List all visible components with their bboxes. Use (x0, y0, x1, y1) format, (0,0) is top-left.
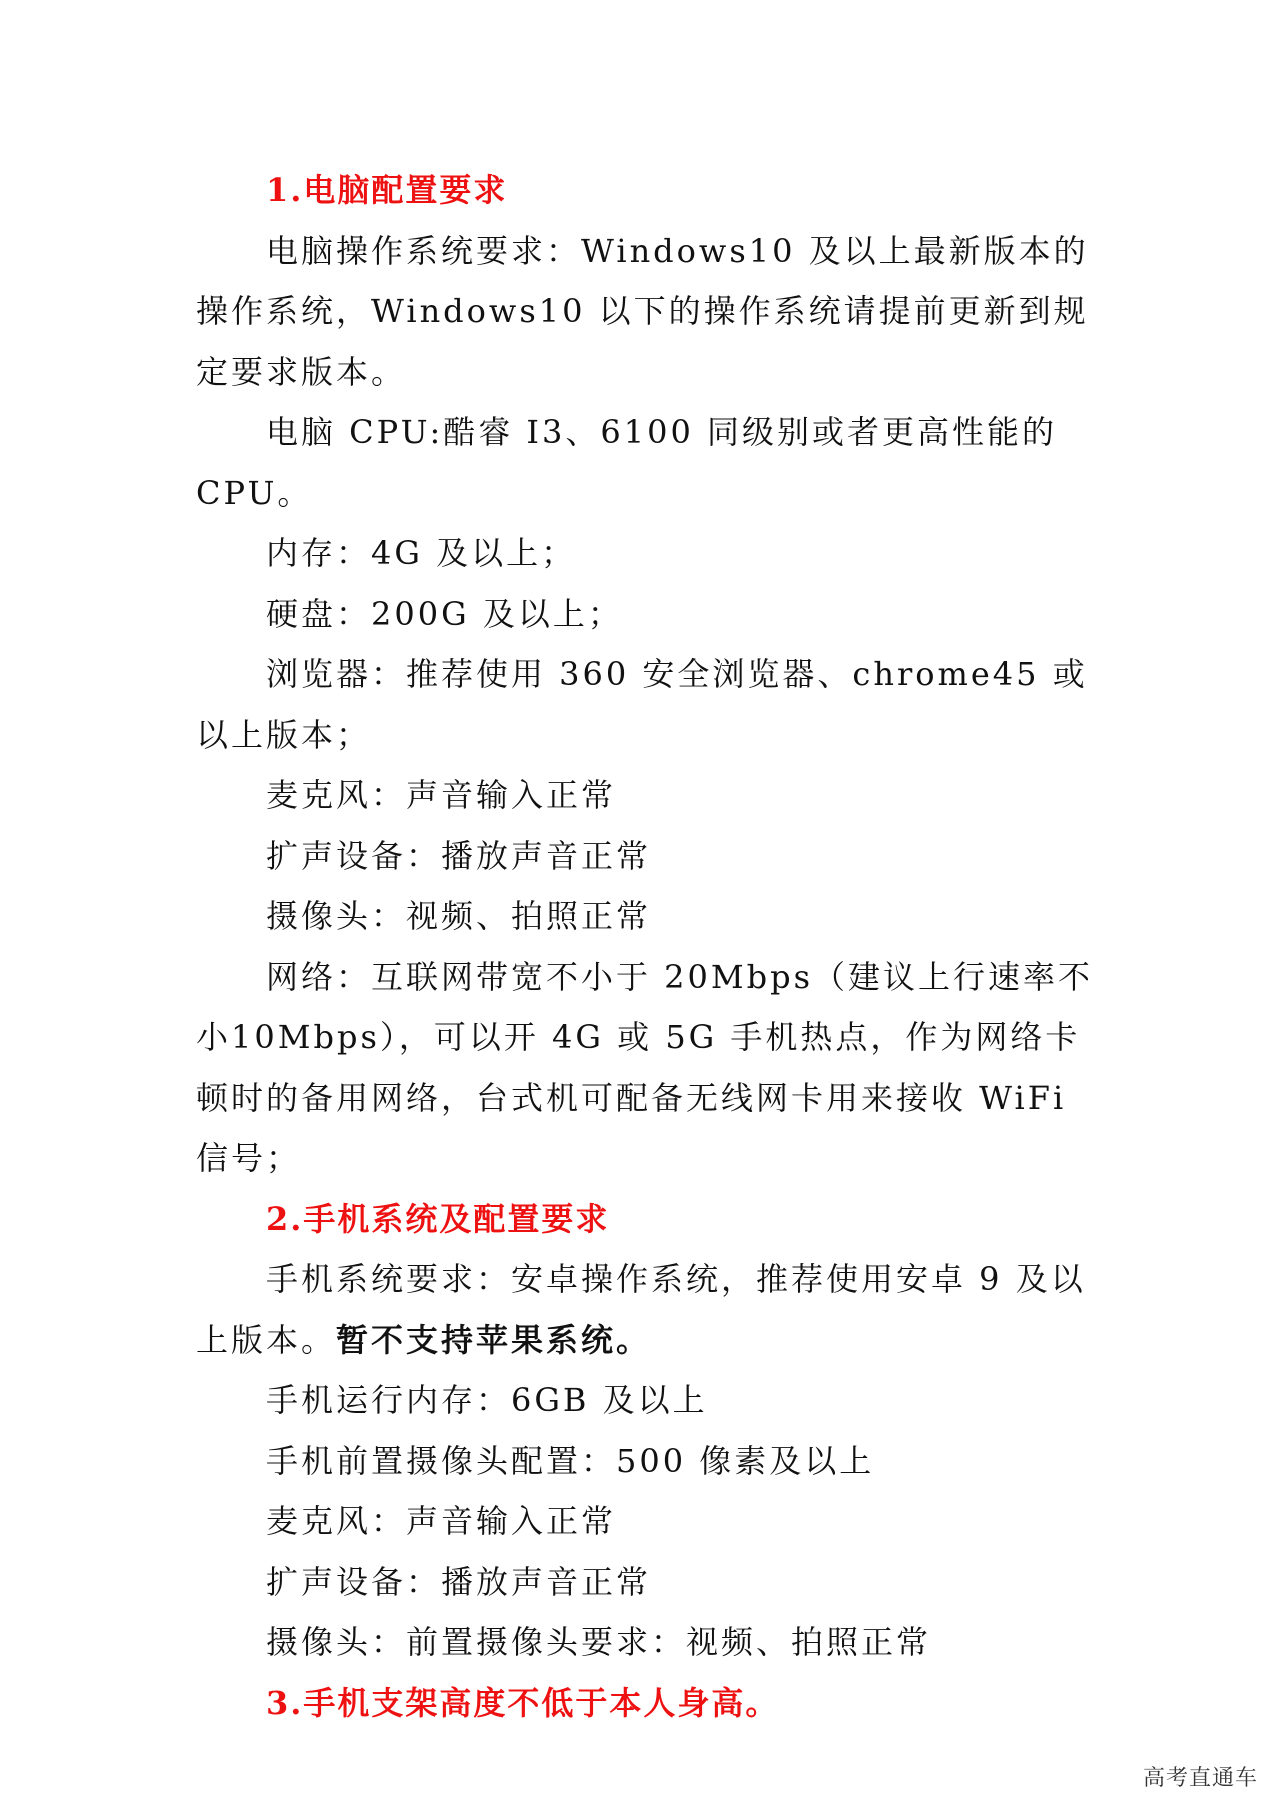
phone-camera-requirement: 摄像头：前置摄像头要求：视频、拍照正常 (266, 1623, 932, 1661)
pc-network-requirement: 网络：互联网带宽不小于 20Mbps（建议上行速率不小10Mbps），可以开 4G 或 5G 手机热点，作为网络卡顿时的备用网络，台式机可配备无线网卡用来接收 WiFi 信号； (196, 957, 1094, 1177)
phone-speaker-requirement: 扩声设备：播放声音正常 (266, 1562, 652, 1601)
section-heading-phone: 2.手机系统及配置要求 (266, 1199, 610, 1238)
pc-microphone-requirement: 麦克风：声音输入正常 (266, 776, 617, 814)
pc-cpu-requirement: 电脑 CPU:酷睿 I3、6100 同级别或者更高性能的 CPU。 (196, 413, 1058, 512)
phone-memory-requirement: 手机运行内存：6GB 及以上 (266, 1381, 708, 1419)
pc-browser-requirement: 浏览器：推荐使用 360 安全浏览器、chrome45 或以上版本； (196, 655, 1088, 754)
pc-camera-requirement: 摄像头：视频、拍照正常 (266, 897, 652, 935)
section-heading-pc: 1.电脑配置要求 (266, 171, 508, 209)
phone-os-note: 暂不支持苹果系统。 (336, 1320, 652, 1359)
pc-disk-requirement: 硬盘：200G 及以上； (266, 594, 623, 633)
pc-speaker-requirement: 扩声设备：播放声音正常 (266, 836, 652, 875)
phone-front-camera-requirement: 手机前置摄像头配置：500 像素及以上 (266, 1441, 875, 1480)
section-heading-stand: 3.手机支架高度不低于本人身高。 (266, 1683, 780, 1722)
pc-memory-requirement: 内存：4G 及以上； (266, 534, 577, 572)
phone-microphone-requirement: 麦克风：声音输入正常 (266, 1502, 617, 1540)
phone-os-text: 手机系统要求：安卓操作系统，推荐使用安卓 9 及以上版本。 (196, 1260, 1086, 1359)
watermark-text: 高考直通车 (1142, 1766, 1258, 1791)
phone-os-requirement (196, 1249, 1096, 1370)
pc-os-requirement: 电脑操作系统要求：Windows10 及以上最新版本的操作系统，Windows10 以下的操作系统请提前更新到规定要求版本。 (196, 231, 1089, 391)
document-body (196, 160, 1096, 1733)
